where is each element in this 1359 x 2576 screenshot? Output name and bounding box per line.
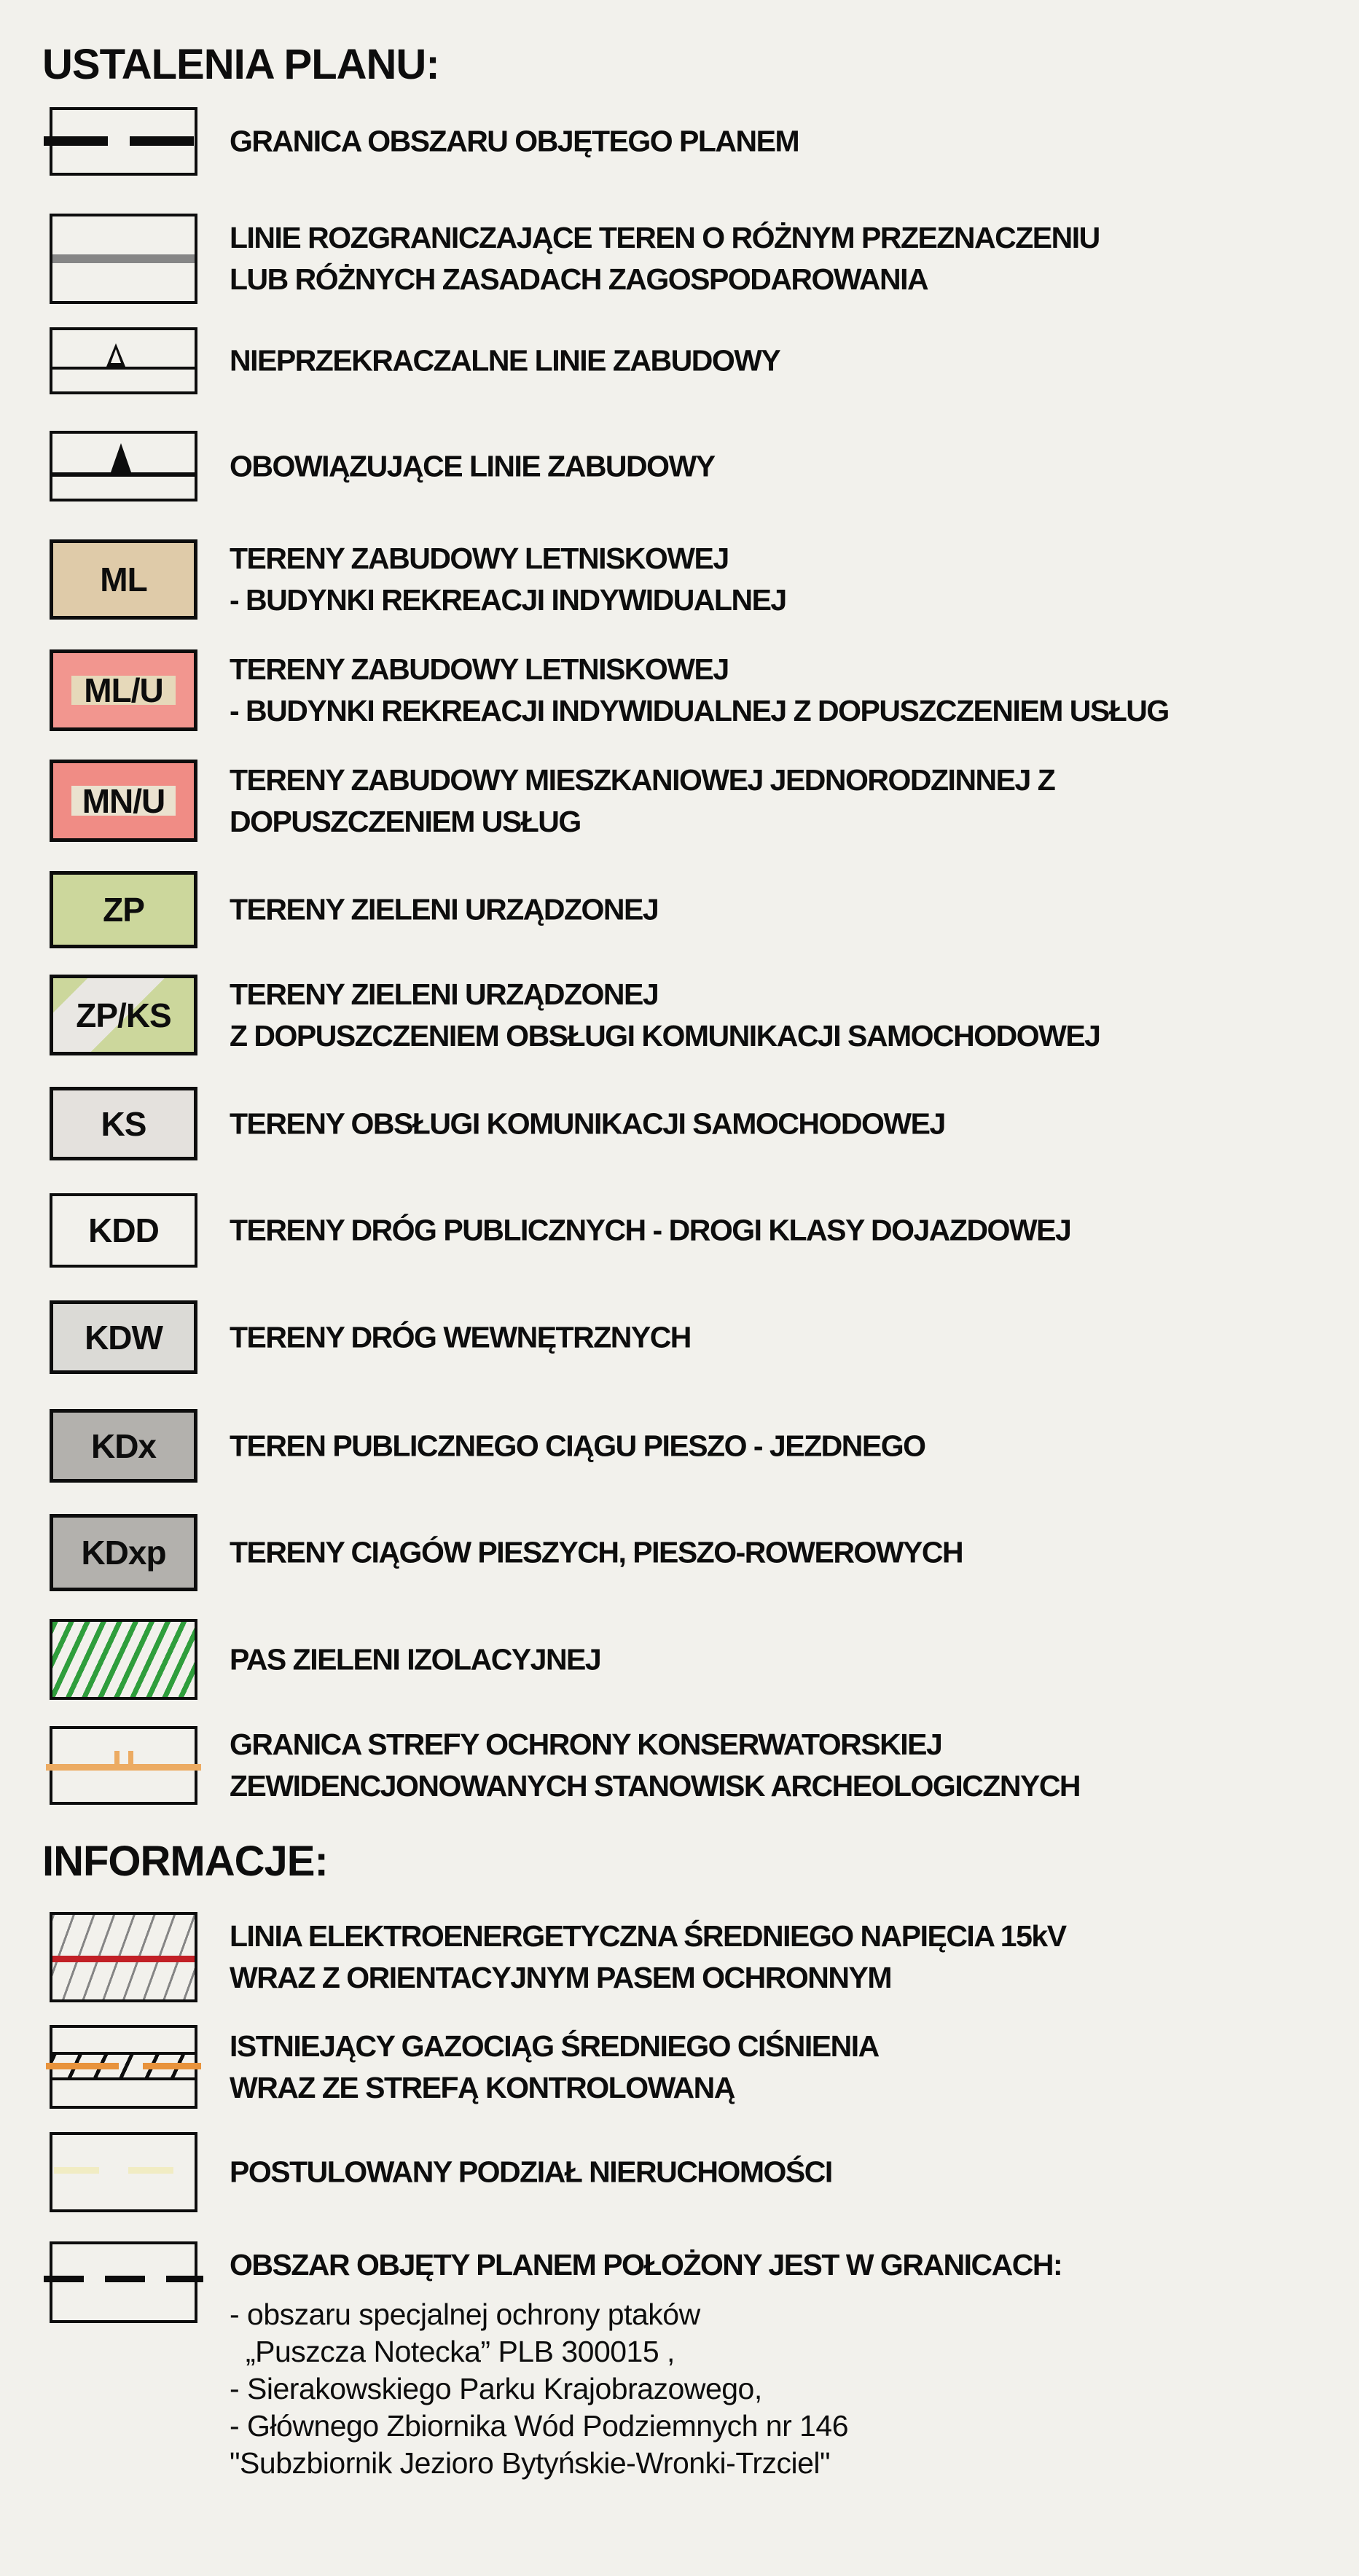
legend-label: - BUDYNKI REKREACJI INDYWIDUALNEJ [230,583,786,617]
legend-label: TERENY ZIELENI URZĄDZONEJ [230,977,659,1011]
label-strip [71,671,176,709]
zone-code: KDx [90,1426,157,1465]
zpks-zone-swatch [50,975,197,1055]
legend-item-mlu [0,649,1359,731]
legend-label: ISTNIEJĄCY GAZOCIĄG ŚREDNIEGO CIŚNIENIA [230,2029,879,2063]
medium-line [52,472,195,477]
ks-zone-swatch [50,1087,197,1160]
zone-code: KS [101,1104,146,1143]
label-strip [71,781,176,820]
orange-dashed-line [46,2063,201,2069]
legend-label: LINIA ELEKTROENERGETYCZNA ŚREDNIEGO NAPIĘCIA 15kV [230,1919,1066,1953]
legend-label: TEREN PUBLICZNEGO CIĄGU PIESZO - JEZDNEGO [230,1429,925,1462]
mnu-zone-swatch [50,760,197,842]
zone-code: ML [100,561,147,598]
plan-boundary-symbol [50,107,197,176]
zone-code: KDW [85,1318,162,1357]
zone-code: ZP/KS [76,996,171,1034]
power-line-symbol [50,1912,197,2002]
zone-code: MN/U [82,781,165,820]
zone-code: KDxp [81,1534,166,1572]
green-hatch-swatch [50,1619,197,1700]
legend-label: TERENY ZABUDOWY LETNISKOWEJ [230,652,729,686]
zone-code: KDD [88,1211,159,1249]
kdxp-zone-swatch [50,1514,197,1591]
parcel-division-symbol [50,2132,197,2212]
legend-item-ml [0,539,1359,620]
legend-label: TERENY DRÓG PUBLICZNYCH - DROGI KLASY DOJAZDOWEJ [230,1213,1071,1247]
legend-label: LINIE ROZGRANICZAJĄCE TEREN O RÓŻNYM PRZEZNACZENIU [230,221,1100,254]
legend-item-zp [0,871,1359,948]
legend-note: - Głównego Zbiornika Wód Podziemnych nr 146 [230,2409,849,2443]
kdw-zone-swatch [50,1300,197,1374]
legend-item-kdxp [0,1514,1359,1591]
legend-item-parcel-division [0,2132,1359,2212]
kdx-zone-swatch [50,1409,197,1483]
legend-label: - BUDYNKI REKREACJI INDYWIDUALNEJ Z DOPUSZCZENIEM USŁUG [230,694,1169,727]
legend-item-mnu [0,760,1359,842]
legend-item-obligatory-line [0,431,1359,501]
legend-item-kdd [0,1193,1359,1268]
zone-code: ML/U [84,671,163,709]
legend-label: TERENY ZIELENI URZĄDZONEJ [230,892,659,926]
obligatory-line-symbol [50,431,197,501]
orange-tick [128,1751,133,1764]
open-triangle-icon [106,343,125,367]
orange-line [46,1764,201,1771]
legend-item-ks [0,1087,1359,1160]
dividing-lines-symbol [50,214,197,304]
noncrossable-line-symbol [50,327,197,394]
legend-label: PAS ZIELENI IZOLACYJNEJ [230,1642,601,1676]
legend-item-plan-boundary [0,107,1359,176]
legend-label: WRAZ Z ORIENTACYJNYM PASEM OCHRONNYM [230,1961,891,1994]
legend-label: NIEPRZEKRACZALNE LINIE ZABUDOWY [230,343,780,378]
legend-label: ZEWIDENCJONOWANYCH STANOWISK ARCHEOLOGICZNYCH [230,1769,1081,1803]
legend-label: TERENY OBSŁUGI KOMUNIKACJI SAMOCHODOWEJ [230,1106,945,1140]
legend-label: TERENY DRÓG WEWNĘTRZNYCH [230,1320,691,1354]
legend-item-zpks [0,975,1359,1055]
legend-item-power-line [0,1912,1359,2002]
legend-note: „Puszcza Notecka” PLB 300015 , [246,2335,675,2368]
thick-dashed-line [44,136,203,146]
conservation-boundary-symbol [50,1726,197,1805]
legend-note: - obszaru specjalnej ochrony ptaków [230,2298,700,2331]
section-title-informacje: INFORMACJE: [42,1838,328,1885]
legend-label: LUB RÓŻNYCH ZASADACH ZAGOSPODAROWANIA [230,262,928,296]
area-boundaries-symbol [50,2241,197,2323]
open-triangle-cutout [111,349,121,363]
ml-zone-swatch [50,539,197,620]
gas-line-symbol [50,2025,197,2109]
mlu-zone-swatch [50,649,197,731]
gray-bar [52,254,195,263]
legend-note: - Sierakowskiego Parku Krajobrazowego, [230,2372,762,2405]
yellow-dashed-line [54,2167,193,2174]
legend-item-kdx [0,1409,1359,1483]
legend-note: "Subzbiornik Jezioro Bytyńskie-Wronki-Trzciel" [230,2446,831,2480]
legend-label: WRAZ ZE STREFĄ KONTROLOWANĄ [230,2070,735,2104]
black-dashed-line [44,2276,203,2282]
zone-code: ZP [103,891,144,929]
legend-label: DOPUSZCZENIEM USŁUG [230,804,581,838]
legend-label: GRANICA STREFY OCHRONY KONSERWATORSKIEJ [230,1728,942,1761]
thin-line [52,367,195,370]
kdd-zone-swatch [50,1193,197,1268]
red-line [52,1956,195,1962]
legend-item-kdw [0,1300,1359,1374]
legend-label: GRANICA OBSZARU OBJĘTEGO PLANEM [230,124,799,158]
legend-label: OBSZAR OBJĘTY PLANEM POŁOŻONY JEST W GRANICACH: [230,2248,1062,2282]
solid-triangle-icon [111,443,131,472]
orange-tick [114,1751,120,1764]
legend-label: TERENY CIĄGÓW PIESZYCH, PIESZO-ROWEROWYCH [230,1535,963,1569]
legend-label: POSTULOWANY PODZIAŁ NIERUCHOMOŚCI [230,2155,832,2189]
legend-label: Z DOPUSZCZENIEM OBSŁUGI KOMUNIKACJI SAMOCHODOWEJ [230,1018,1100,1053]
legend-item-conservation-boundary [0,1726,1359,1805]
legend-label: OBOWIĄZUJĄCE LINIE ZABUDOWY [230,449,715,483]
legend-item-gas-line [0,2025,1359,2109]
legend-item-green-belt [0,1619,1359,1700]
legend-item-dividing-lines [0,214,1359,304]
legend-item-noncrossable-line [0,327,1359,394]
zp-zone-swatch [50,871,197,948]
section-title-ustalenia: USTALENIA PLANU: [42,41,439,88]
legend-label: TERENY ZABUDOWY LETNISKOWEJ [230,542,729,575]
legend-label: TERENY ZABUDOWY MIESZKANIOWEJ JEDNORODZINNEJ Z [230,762,1055,797]
legend-item-area-boundaries [0,2241,1359,2548]
